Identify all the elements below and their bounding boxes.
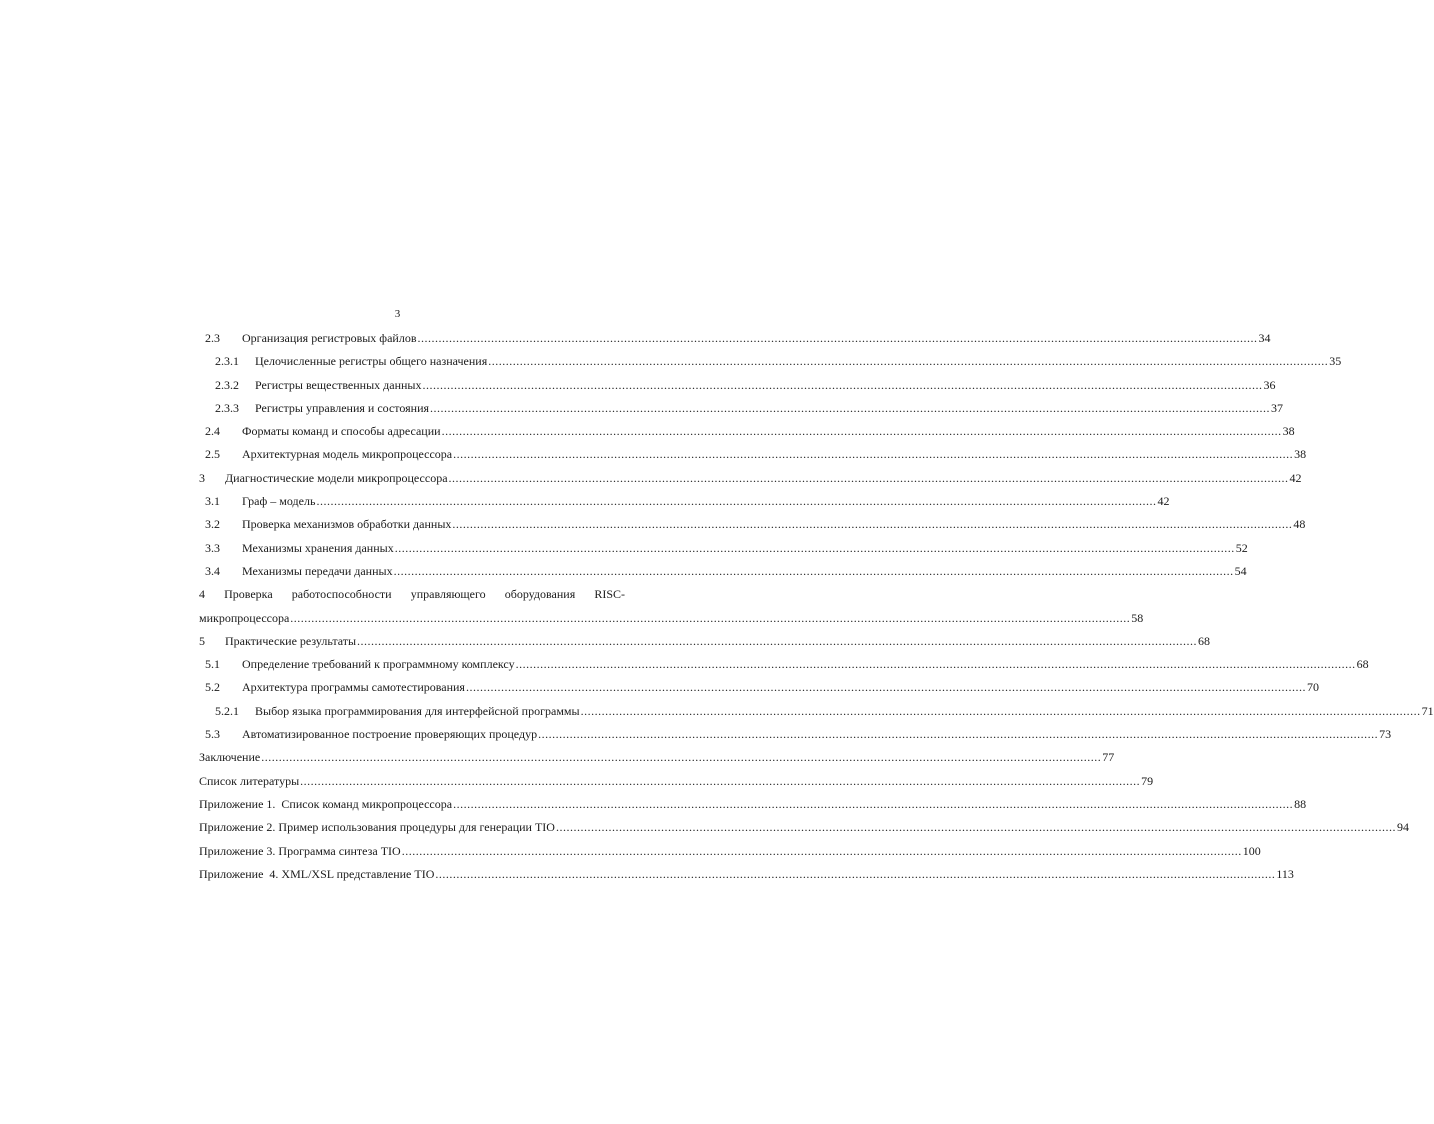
toc-entry-title: Выбор языка программирования для интерфейсной программы xyxy=(255,703,580,718)
toc-leader-dots xyxy=(453,793,1293,816)
toc-entry-5-1[interactable] xyxy=(199,653,1369,676)
toc-entry-title-line1 xyxy=(199,583,625,606)
toc-leader-dots xyxy=(556,816,1396,839)
toc-entry-title-word: Проверка xyxy=(224,587,273,602)
toc-entry-title: Архитектура программы самотестирования xyxy=(242,680,465,695)
toc-entry-page: 38 xyxy=(1282,424,1295,439)
toc-entry-title: Приложение 4. XML/XSL представление ТІО xyxy=(199,866,435,881)
toc-entry-4[interactable] xyxy=(199,583,1144,630)
toc-entry-title: Организация регистровых файлов xyxy=(242,331,417,345)
toc-entry-title: Механизмы хранения данных xyxy=(242,540,394,555)
toc-entry-number: 5.2.1 xyxy=(215,703,239,718)
toc-entry-2-4[interactable] xyxy=(199,420,1295,443)
toc-entry-3-2[interactable] xyxy=(199,513,1306,536)
toc-leader-dots xyxy=(452,513,1292,536)
toc-entry-page: 79 xyxy=(1141,773,1154,788)
toc-leader-dots xyxy=(395,537,1235,560)
toc-entry-number: 3.4 xyxy=(205,563,220,578)
toc-entry-number: 5.3 xyxy=(205,727,220,742)
toc-entry-title: Приложение 2. Пример использования процедуры для генерации ТІО xyxy=(199,820,555,835)
toc-leader-dots xyxy=(516,653,1356,676)
toc-entry-title: Механизмы передачи данных xyxy=(242,563,393,578)
toc-entry-page: 36 xyxy=(1263,377,1276,392)
toc-leader-dots xyxy=(300,770,1140,793)
toc-entry-number: 2.3.3 xyxy=(215,400,239,415)
toc-entry-number: 3.2 xyxy=(205,517,220,532)
table-of-contents xyxy=(199,327,1434,886)
toc-entry-2-3-1[interactable] xyxy=(199,350,1342,373)
toc-entry-title-line2 xyxy=(199,607,1144,630)
toc-leader-dots xyxy=(488,350,1328,373)
toc-entry-number: 4 xyxy=(199,587,205,602)
toc-entry-title: Проверка механизмов обработки данных xyxy=(242,517,452,532)
toc-leader-dots xyxy=(449,467,1289,490)
toc-leader-dots xyxy=(423,374,1263,397)
toc-entry-title: Архитектурная модель микропроцессора xyxy=(242,447,453,462)
toc-entry-number: 2.3.1 xyxy=(215,354,239,369)
toc-entry-5-2-1[interactable] xyxy=(199,700,1434,723)
toc-leader-dots xyxy=(538,723,1378,746)
toc-entry-title: Регистры управления и состояния xyxy=(255,400,430,415)
toc-entry-title: Практические результаты xyxy=(225,633,357,648)
toc-entry-appendix-4[interactable] xyxy=(199,863,1294,886)
toc-entry-page: 113 xyxy=(1276,866,1294,881)
toc-leader-dots xyxy=(261,746,1101,769)
toc-entry-number: 5 xyxy=(199,633,205,648)
toc-entry-page: 77 xyxy=(1102,750,1115,765)
toc-entry-page: 73 xyxy=(1379,727,1392,742)
toc-leader-dots xyxy=(430,397,1270,420)
toc-leader-dots xyxy=(442,420,1282,443)
toc-entry-2-5[interactable] xyxy=(199,443,1307,466)
toc-entry-5-3[interactable] xyxy=(199,723,1392,746)
toc-entry-appendix-3[interactable] xyxy=(199,840,1261,863)
toc-leader-dots xyxy=(290,607,1130,630)
toc-entry-3-4[interactable] xyxy=(199,560,1247,583)
toc-entry-page: 88 xyxy=(1294,796,1307,811)
toc-entry-page: 70 xyxy=(1306,680,1319,695)
toc-entry-2-3[interactable] xyxy=(199,327,1271,350)
toc-entry-appendix-2[interactable] xyxy=(199,816,1409,839)
toc-entry-page: 38 xyxy=(1294,447,1307,462)
toc-leader-dots xyxy=(453,443,1293,466)
toc-entry-3[interactable] xyxy=(199,467,1302,490)
toc-entry-title-word: оборудования xyxy=(504,587,576,602)
toc-entry-2-3-3[interactable] xyxy=(199,397,1284,420)
toc-entry-title: микропроцессора xyxy=(199,610,290,625)
toc-entry-number: 5.2 xyxy=(205,680,220,695)
toc-entry-number: 2.5 xyxy=(205,447,220,462)
toc-entry-3-3[interactable] xyxy=(199,537,1248,560)
toc-entry-number: 3.1 xyxy=(205,494,220,509)
toc-leader-dots xyxy=(316,490,1156,513)
toc-entry-page: 42 xyxy=(1289,470,1302,485)
toc-leader-dots xyxy=(402,840,1242,863)
toc-entry-title: Форматы команд и способы адресации xyxy=(242,424,441,439)
toc-entry-number: 2.4 xyxy=(205,424,220,439)
toc-entry-3-1[interactable] xyxy=(199,490,1170,513)
toc-entry-title: Приложение 3. Программа синтеза ТІО xyxy=(199,843,401,858)
toc-entry-page: 100 xyxy=(1242,843,1261,858)
toc-entry-page: 34 xyxy=(1258,331,1271,345)
toc-entry-references[interactable] xyxy=(199,770,1154,793)
toc-entry-page: 48 xyxy=(1293,517,1306,532)
toc-leader-dots xyxy=(357,630,1197,653)
toc-entry-title: Граф – модель xyxy=(242,494,316,509)
toc-entry-title: Определение требований к программному комплексу xyxy=(242,657,515,672)
toc-entry-5-2[interactable] xyxy=(199,676,1319,699)
toc-leader-dots xyxy=(417,327,1257,350)
toc-entry-title: Регистры вещественных данных xyxy=(255,377,422,392)
toc-entry-2-3-2[interactable] xyxy=(199,374,1276,397)
toc-entry-page: 71 xyxy=(1421,703,1434,718)
toc-entry-title-word: управляющего xyxy=(410,587,486,602)
toc-entry-title-word: RISC- xyxy=(594,587,625,602)
toc-entry-title: Целочисленные регистры общего назначения xyxy=(255,354,488,369)
toc-entry-page: 68 xyxy=(1356,657,1369,672)
toc-entry-title: Приложение 1. Список команд микропроцессора xyxy=(199,796,453,811)
toc-leader-dots xyxy=(394,560,1234,583)
toc-entry-page: 35 xyxy=(1329,354,1342,369)
toc-entry-page: 54 xyxy=(1234,563,1247,578)
toc-leader-dots xyxy=(581,700,1421,723)
toc-entry-number: 5.1 xyxy=(205,657,220,672)
toc-leader-dots xyxy=(435,863,1275,886)
toc-entry-title: Список литературы xyxy=(199,773,300,788)
toc-entry-page: 42 xyxy=(1157,494,1170,509)
toc-entry-page: 37 xyxy=(1271,400,1284,415)
toc-entry-page: 58 xyxy=(1131,610,1144,625)
toc-entry-title: Заключение xyxy=(199,750,261,765)
page-number: 3 xyxy=(394,308,401,320)
toc-entry-conclusion[interactable] xyxy=(199,746,1115,769)
toc-entry-5[interactable] xyxy=(199,630,1211,653)
toc-entry-appendix-1[interactable] xyxy=(199,793,1307,816)
toc-entry-number: 3.3 xyxy=(205,540,220,555)
toc-entry-title: Автоматизированное построение проверяющих процедур xyxy=(242,727,538,742)
toc-entry-page: 52 xyxy=(1235,540,1248,555)
toc-leader-dots xyxy=(466,676,1306,699)
toc-entry-title-word: работоспособности xyxy=(291,587,392,602)
toc-entry-page: 94 xyxy=(1396,820,1409,835)
toc-entry-page: 68 xyxy=(1198,633,1211,648)
toc-entry-title: Диагностические модели микропроцессора xyxy=(225,470,448,485)
toc-entry-number: 3 xyxy=(199,470,205,485)
toc-entry-number: 2.3 xyxy=(205,331,220,345)
toc-entry-number: 2.3.2 xyxy=(215,377,239,392)
